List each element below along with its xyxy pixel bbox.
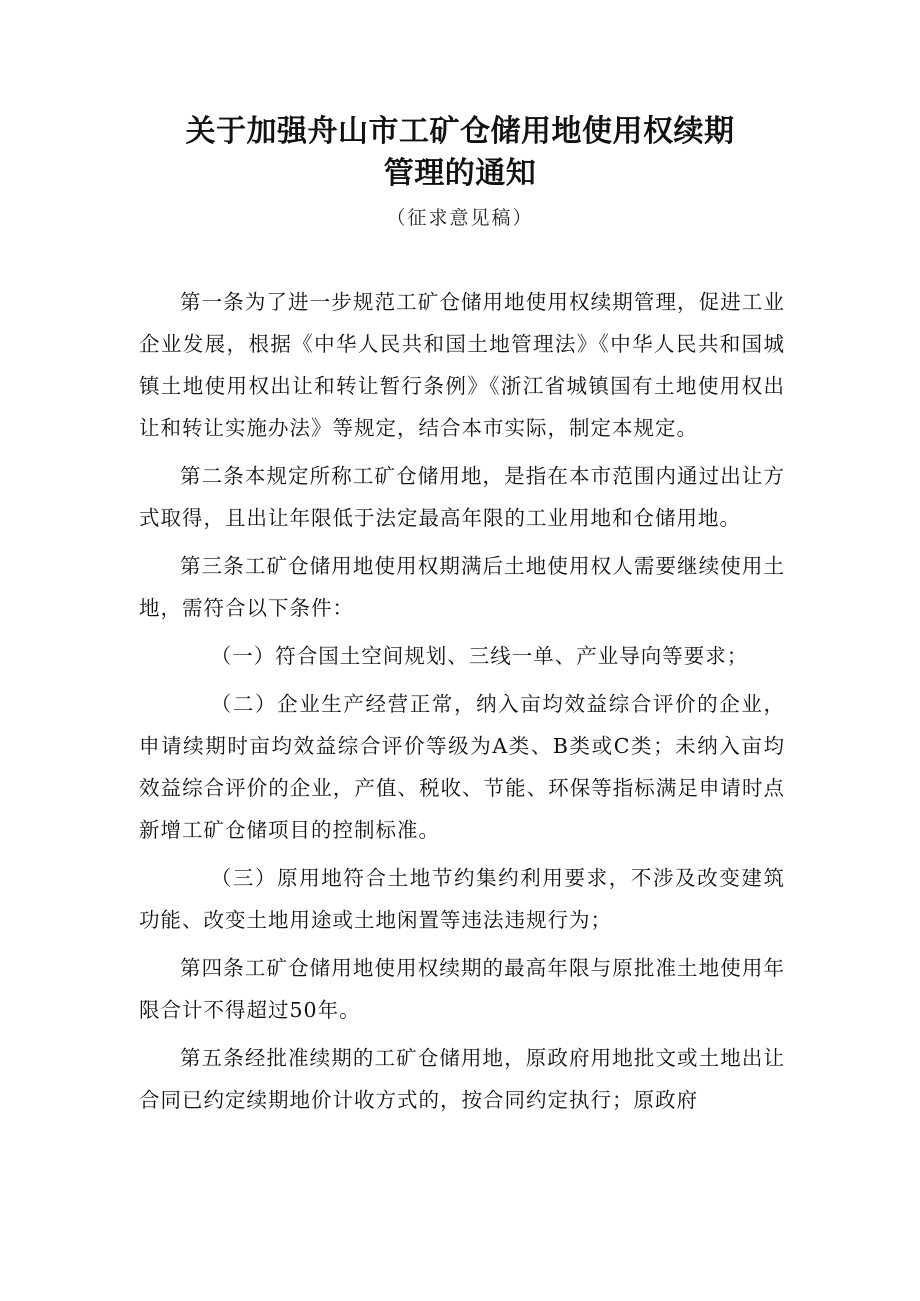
article-3-item-1: （一）符合国土空间规划、三线一单、产业导向等要求； [210,644,749,668]
document-title-line-1: 关于加强舟山市工矿仓储用地使用权续期 [185,114,735,149]
article-4: 第四条工矿仓储用地使用权续期的最高年限与原批准土地使用年限合计不得超过50年。 [139,956,785,1022]
document-title-line-2: 管理的通知 [383,156,537,191]
article-2: 第二条本规定所称工矿仓储用地，是指在本市范围内通过出让方式取得，且出让年限低于法定最高年限的工业用地和仓储用地。 [139,464,785,530]
article-3: 第三条工矿仓储用地使用权期满后土地使用权人需要继续使用土地，需符合以下条件： [139,554,785,620]
article-3-item-2: （二）企业生产经营正常，纳入亩均效益综合评价的企业，申请续期时亩均效益综合评价等级为A类、B类或C类；未纳入亩均效益综合评价的企业，产值、税收、节能、环保等指标满足申请时点新增工矿仓储项目的控制标准。 [139,692,785,842]
document-body [139,281,785,1127]
article-1: 第一条为了进一步规范工矿仓储用地使用权续期管理，促进工业企业发展，根据《中华人民共和国土地管理法》《中华人民共和国城镇土地使用权出让和转让暂行条例》《浙江省城镇国有土地使用权出让和转让实施办法》等规定，结合本市实际，制定本规定。 [139,290,785,440]
document-subtitle: （征求意见稿） [386,207,534,229]
article-3-item-3: （三）原用地符合土地节约集约利用要求，不涉及改变建筑功能、改变土地用途或土地闲置等违法违规行为； [139,866,785,932]
article-5: 第五条经批准续期的工矿仓储用地，原政府用地批文或土地出让合同已约定续期地价计收方式的，按合同约定执行；原政府 [139,1046,785,1112]
